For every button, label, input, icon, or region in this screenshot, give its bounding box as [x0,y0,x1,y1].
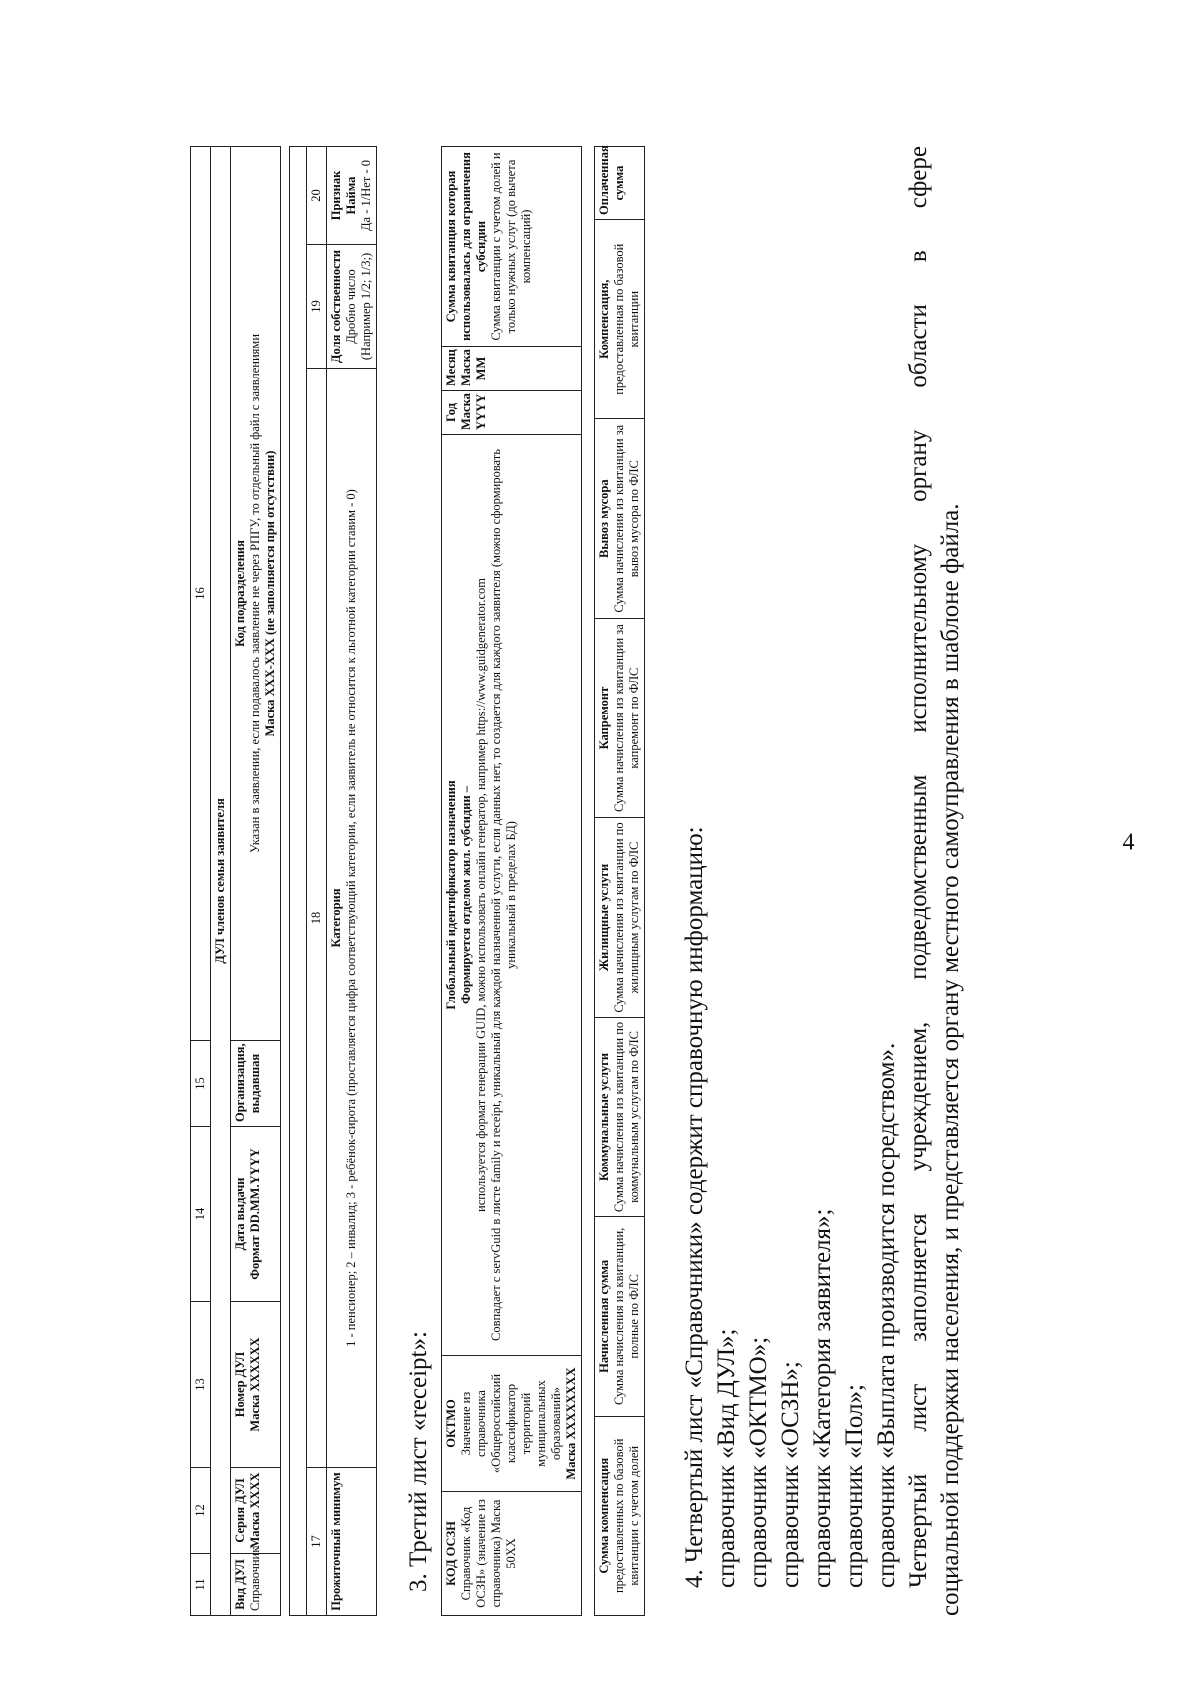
list-item: справочник «ОКТМО»; [745,1336,772,1588]
list-item: справочник «Вид ДУЛ»; [713,1328,740,1588]
section-4-text [679,146,967,1616]
table-cell: Код подразделения Указан в заявлении, если подавалось заявление не через РПГУ, то отдельный файл с заявлениями Маска XXX-XXX (не заполняется при отсутствии) [231,147,281,1041]
col-num: 14 [191,1127,211,1302]
table-cell: Жилищные услуги Сумма начисления из квитанции по жилищным услугам по ФЛС [595,818,645,1017]
table-dul-family [190,146,281,1616]
table-cell: Доля собственности Дробно число (Например 1/2; 1/3;) [327,245,377,369]
table-cell: Серия ДУЛ Маска XXXX [231,1468,281,1554]
table-cell: Сумма квитанция которая использовалась для ограничения субсидии Сумма квитанции с учетом долей и только нужных услуг (до вычета компенсаций) [442,147,582,347]
table-receipt-2 [594,146,645,1616]
table-cell: Месяц Маска MM [442,347,582,391]
table-cell: Глобальный идентификатор назначения Формируется отделом жил. субсидии – используется формат генерации GUID, можно использовать онлайн генератор, например https://www.guidgenerator.com Совпадает с servGuid в листе family и receipt, уникальный для каждой назначенной услуги, если данных нет, то создается для каждого заявителя (можно сформировать уникальный в пределах БД) [442,435,582,1356]
list-item: справочник «Выплата производится посредством». [873,1042,900,1588]
paragraph-line: социальной поддержки населения, и представляется органу местного самоуправления в шаблоне файла. [937,503,964,1616]
col-num: 17 [307,1468,327,1616]
table-cell: Организация, выдавшая [231,1041,281,1127]
table-cell: Номер ДУЛ Маска XXXXXX [231,1302,281,1468]
col-num: 19 [307,245,327,369]
list-item: справочник «ОСЗН»; [777,1361,804,1588]
table-category [289,146,377,1616]
table-cell: Сумма компенсация предоставленных по базовой квитанции с учетом долей [595,1416,645,1615]
table-cell: Оплаченная сумма [595,147,645,220]
blank-row [290,147,307,1616]
col-num: 20 [307,147,327,245]
section-3-title: 3. Третий лист «receipt»: [405,1331,432,1592]
list-item: справочник «Категория заявителя»; [809,1208,836,1588]
page-number: 4 [1122,829,1135,856]
table-cell: Начисленная сумма Сумма начисления из квитанции, полные по ФЛС [595,1217,645,1416]
col-num: 16 [191,147,211,1041]
table-group-header: ДУЛ членов семьи заявителя [211,147,231,1616]
table-cell: Прожиточный минимум [327,1468,377,1616]
table-cell: Признак Найма Да - 1/Нет - 0 [327,147,377,245]
col-num: 13 [191,1302,211,1468]
table-cell: Дата выдачи Формат DD.MM.YYYY [231,1127,281,1302]
table-cell: Год Маска YYYY [442,391,582,435]
col-num: 18 [307,369,327,1468]
table-cell: Вывоз мусора Сумма начисления из квитанции за вывоз мусора по ФЛС [595,419,645,618]
col-num: 12 [191,1468,211,1554]
table-cell: Коммунальные услуги Сумма начисления из квитанции по коммунальным услугам по ФЛС [595,1017,645,1216]
table-cell: ОКТМО Значение из справочника «Общероссийский классификатор территорий муниципальных образований» Маска XXXXXXXX [442,1356,582,1492]
table-cell: Компенсация, предоставленная по базовой квитанции [595,220,645,419]
table-cell: Вид ДУЛ Справочник [231,1554,281,1616]
table-cell: Капремонт Сумма начисления из квитанции за капремонт по ФЛС [595,618,645,817]
table-cell: Категория 1 - пенсионер; 2 – инвалид; 3 - ребёнок-сирота (проставляется цифра соответствующий категории, если заявитель не относится к льготной категории ставим - 0) [327,369,377,1468]
table-cell: КОД ОСЗН Справочник «Код ОСЗН» (значение из справочника) Маска 50XX [442,1492,582,1616]
paragraph-line: Четвертый лист заполняется учреждением, подведомственным исполнительному органу области в сфере [905,146,932,1588]
col-num: 15 [191,1041,211,1127]
col-num: 11 [191,1554,211,1616]
list-item: справочник «Пол»; [841,1384,868,1588]
table-receipt-1 [441,146,582,1616]
section-4-title: 4. Четвертый лист «Справочники» содержит справочную информацию: [681,826,708,1588]
page-content [190,146,967,1616]
